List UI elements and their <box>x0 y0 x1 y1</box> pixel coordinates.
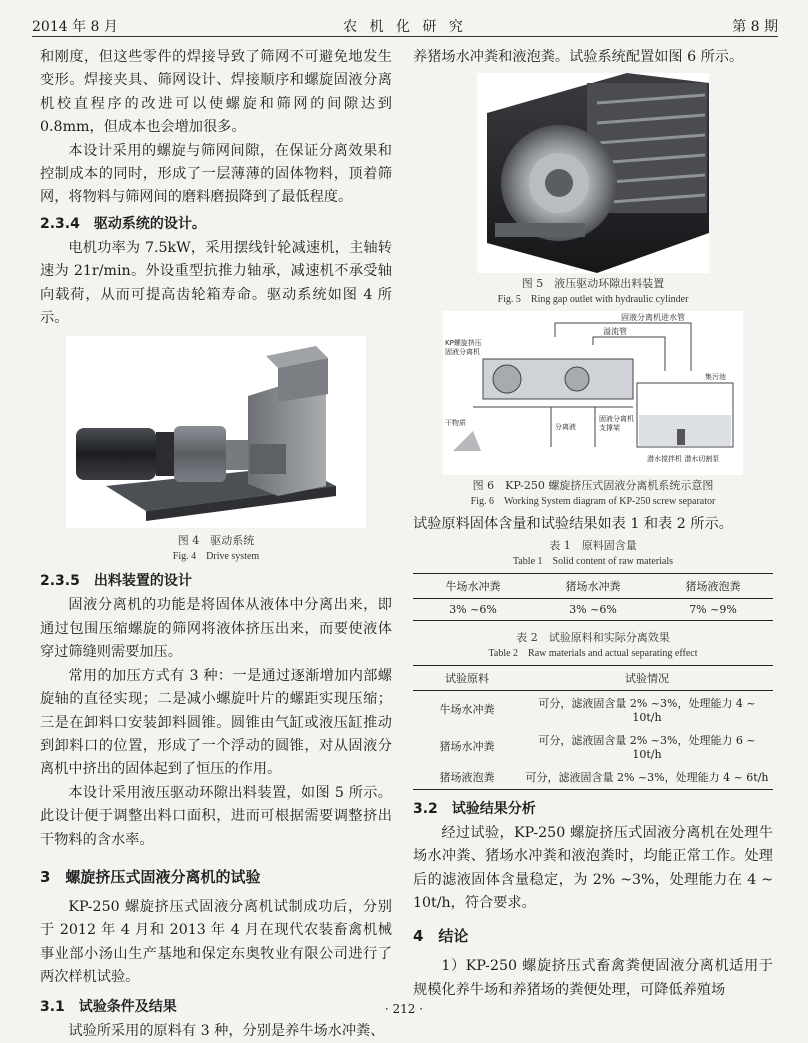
system-diagram <box>443 311 743 475</box>
table-header: 猪场液泡粪 <box>685 579 741 593</box>
table-header: 牛场水冲粪 <box>445 579 501 593</box>
figure-system-diagram <box>443 311 743 475</box>
table-cell: 猪场液泡粪 <box>439 770 495 784</box>
table-cell: 7% ~9% <box>689 602 737 616</box>
diagram-label: 固液分离机 <box>445 348 480 357</box>
table-row <box>413 728 773 765</box>
figure-caption-en: Fig. 5 Ring gap outlet with hydraulic cylinder <box>497 294 689 306</box>
paragraph: 试验所采用的原料有 3 种，分别是养牛场水冲粪、 <box>68 1022 385 1039</box>
table-caption-en: Table 1 Solid content of raw materials <box>512 555 674 567</box>
figure-caption-en: Fig. 6 Working System diagram of KP-250 screw separator <box>470 496 716 508</box>
dry-matter-pile <box>453 431 481 451</box>
page-number: · 212 · <box>384 1002 424 1016</box>
paragraph: 经过试验，KP-250 螺旋挤压式固液分离机在处理牛场水冲粪、猪场水冲粪和液泡粪时，均能正常工作。处理后的滤液固体含量稳定，为 2% ~3%，处理能力在 4 ~ 10t/h，符合要求。 <box>413 824 773 912</box>
figure-caption: 图 5 液压驱动环隙出料装置 <box>521 277 665 291</box>
table-row <box>413 690 773 728</box>
table-cell: 3% ~6% <box>569 602 617 616</box>
diagram-label: 支撑架 <box>599 424 620 433</box>
paragraph: 养猪场水冲粪和液泡粪。试验系统配置如图 6 所示。 <box>413 49 744 65</box>
section-heading: 3 螺旋挤压式固液分离机的试验 <box>40 867 261 886</box>
table-separation-effect <box>413 665 773 790</box>
paragraph: KP-250 螺旋挤压式固液分离机试制成功后，分别于 2012 年 4 月和 2013 年 4 月在现代农装畜禽机械事业部小汤山生产基地和保定东奥牧业有限公司进行了两次样机试验。 <box>40 898 392 986</box>
journal-title: 农 机 化 研 究 <box>343 19 467 35</box>
diagram-label: 潜水搅拌机 潜水切割泵 <box>647 455 720 464</box>
header-date: 2014 年 8 月 <box>32 19 118 35</box>
screw-body <box>493 365 521 393</box>
table-solid-content <box>413 573 773 621</box>
figure-drive-system <box>66 336 366 528</box>
diagram-label: 固液分离机进水管 <box>621 313 685 323</box>
diagram-label: 集污池 <box>705 373 726 382</box>
table-caption-en: Table 2 Raw materials and actual separating effect <box>488 647 698 659</box>
section-heading: 3.2 试验结果分析 <box>413 800 536 817</box>
paragraph: 本设计采用液压驱动环隙出料装置，如图 5 所示。此设计便于调整出料口面积，进而可根据需要调整挤出干物料的含水率。 <box>40 784 392 848</box>
paragraph: 固液分离机的功能是将固体从液体中分离出来，即通过包围压缩螺旋的筛网将液体挤压出来，而要使液体穿过筛缝则需要加压。 <box>40 597 392 661</box>
ring-gap-outlet-illustration <box>477 73 709 273</box>
table-header: 试验情况 <box>625 671 669 685</box>
paragraph: 电机功率为 7.5kW，采用摆线针轮减速机，主轴转速为 21r/min。外设重型抗推力轴承，减速机不承受轴向载荷，从而可提高齿轮箱寿命。驱动系统如图 4 所示。 <box>40 239 392 327</box>
table-cell: 可分，滤液固含量 2% ~3%，处理能力 6 ~ 10t/h <box>538 733 756 761</box>
paragraph: 试验原料固体含量和试验结果如表 1 和表 2 所示。 <box>413 516 733 533</box>
diagram-label: 干物质 <box>445 419 466 428</box>
paragraph: 1）KP-250 螺旋挤压式畜禽粪便固液分离机适用于规模化养牛场和养猪场的粪便处理，可降低养殖场 <box>413 958 773 998</box>
figure-ring-gap-outlet <box>477 73 709 273</box>
issue-number: 第 8 期 <box>732 19 778 35</box>
paragraph: 和刚度，但这些零件的焊接导致了筛网不可避免地发生变形。焊接夹具、筛网设计、焊接顺序和螺旋固液分离机校直程序的改进可以使螺旋和筛网的间隙达到 0.8mm，但成本也会增加很多。 <box>40 49 392 136</box>
figure-caption-en: Fig. 4 Drive system <box>172 551 260 563</box>
table-cell: 猪场水冲粪 <box>439 740 495 754</box>
diagram-label: 溢流管 <box>603 327 627 337</box>
right-column <box>413 46 773 1002</box>
section-heading: 2.3.5 出料装置的设计 <box>40 573 192 590</box>
diagram-label: 分离液 <box>555 423 576 432</box>
drive-motor <box>565 367 589 391</box>
table-header: 试验原料 <box>445 671 489 685</box>
section-heading: 3.1 试验条件及结果 <box>40 998 177 1015</box>
table-cell: 牛场水冲粪 <box>439 703 495 717</box>
section-heading: 4 结论 <box>413 927 469 946</box>
submersible-pump <box>677 429 685 445</box>
left-column <box>40 46 392 1043</box>
section-heading: 2.3.4 驱动系统的设计。 <box>40 215 206 232</box>
diagram-label: 固液分离机 <box>599 415 634 424</box>
paragraph: 常用的加压方式有 3 种：一是通过逐渐增加内部螺旋轴的直径实现；二是减小螺旋叶片的螺距实现压缩；三是在卸料口安装卸料圆锥。圆锥由气缸或液压缸推动到卸料口的位置，形成了一个浮动的圆锥，对从固液分离机中挤出的固体起到了恒压的作用。 <box>40 667 392 778</box>
table-header: 猪场水冲粪 <box>565 579 621 593</box>
diagram-label: KP螺旋挤压 <box>445 339 482 348</box>
table-cell: 可分，滤液固含量 2% ~3%，处理能力 4 ~ 10t/h <box>538 696 756 724</box>
figure-caption: 图 6 KP-250 螺旋挤压式固液分离机系统示意图 <box>472 479 714 493</box>
table-row <box>413 765 773 790</box>
table-cell: 可分，滤液固含量 2% ~3%，处理能力 4 ~ 6t/h <box>525 770 769 784</box>
drive-system-illustration <box>66 336 366 528</box>
table-cell: 3% ~6% <box>449 602 497 616</box>
table-caption: 表 1 原料固含量 <box>549 538 637 552</box>
figure-caption: 图 4 驱动系统 <box>177 534 255 548</box>
paragraph: 本设计采用的螺旋与筛网间隙，在保证分离效果和控制成本的同时，形成了一层薄薄的固体物料，顶着筛网，将物料与筛网间的磨料磨损降到了最低程度。 <box>40 142 392 206</box>
running-header <box>32 14 778 37</box>
table-caption: 表 2 试验原料和实际分离效果 <box>516 630 670 644</box>
